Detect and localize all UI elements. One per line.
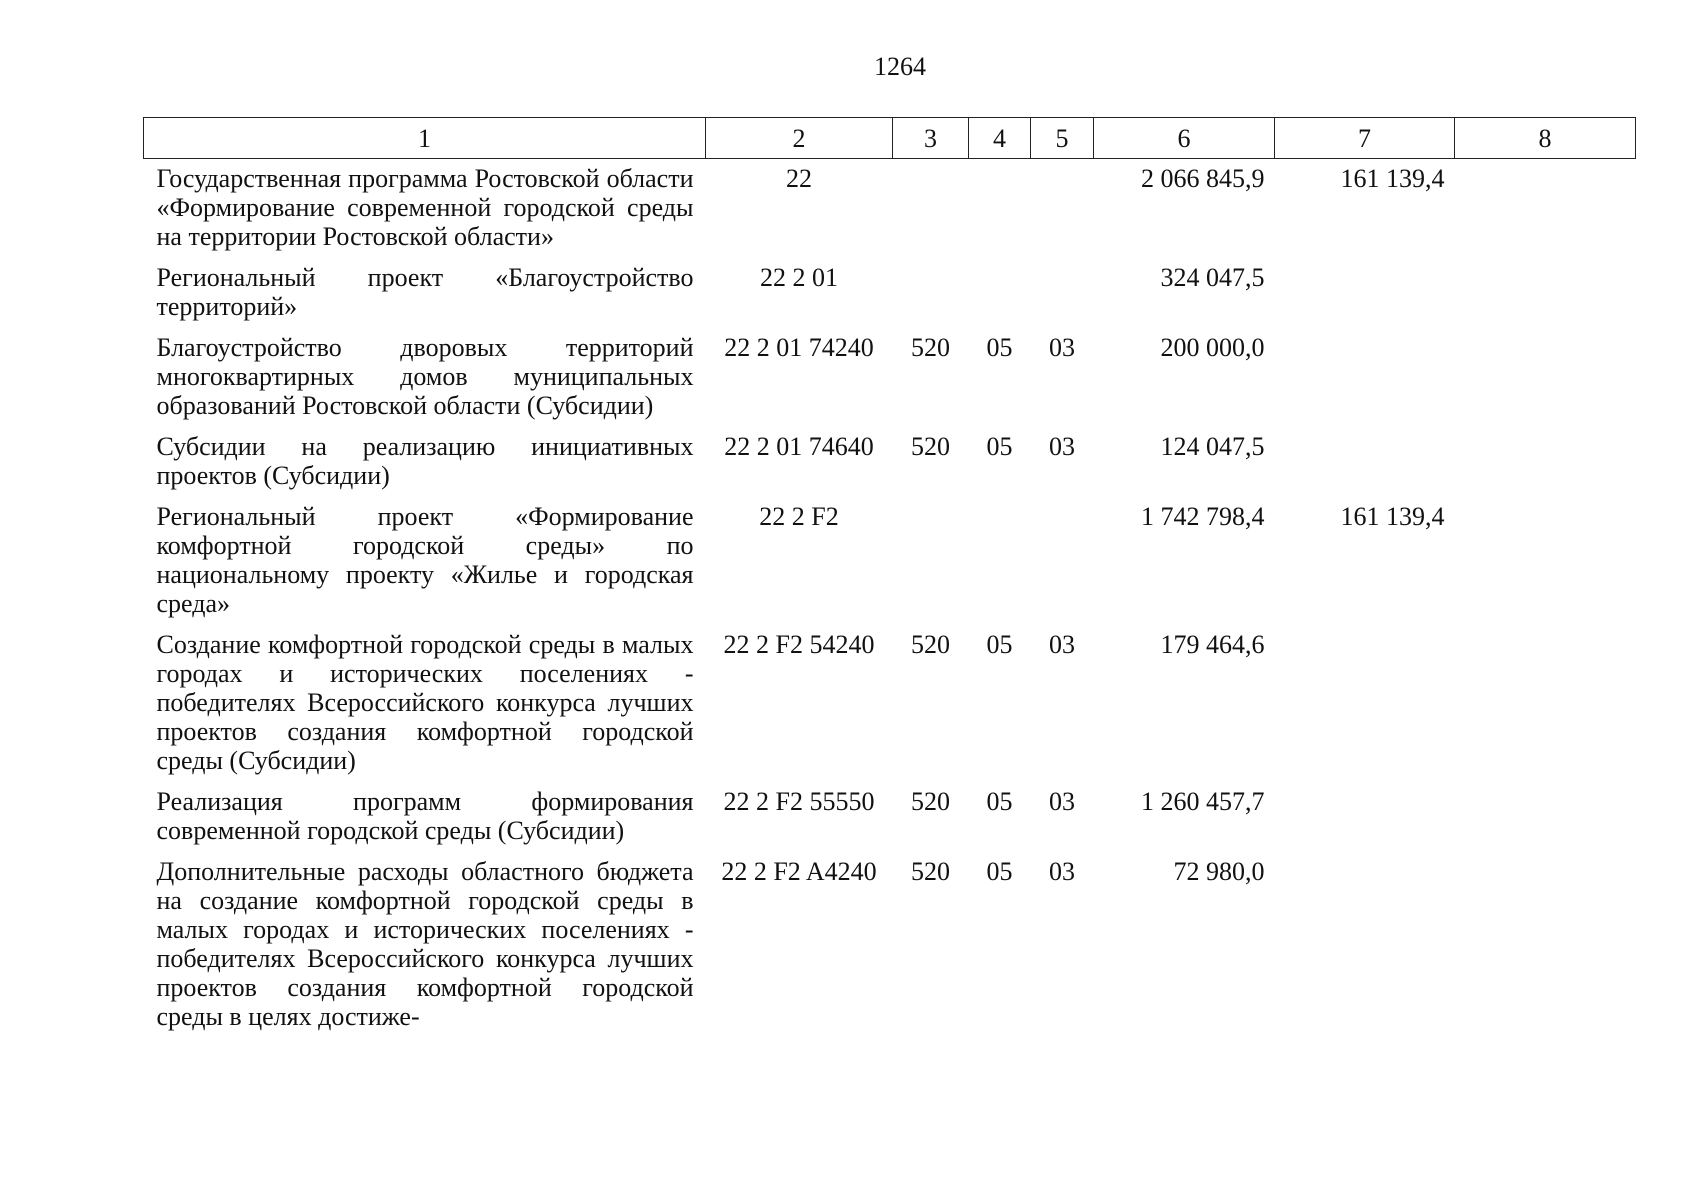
target-article-cell: 22 2 F2 55550 bbox=[723, 787, 875, 816]
amount-col7-cell bbox=[1275, 328, 1455, 427]
expense-type-cell: 520 bbox=[911, 787, 950, 816]
table-row bbox=[144, 159, 1636, 259]
amount-col8-cell bbox=[1455, 852, 1636, 1038]
row-name-cell: Реализация программ формирования современной городской среды (Субсидии) bbox=[156, 787, 694, 845]
subsection-cell: 03 bbox=[1049, 333, 1075, 362]
table-row bbox=[144, 497, 1636, 625]
subsection-cell: 03 bbox=[1049, 630, 1075, 659]
expense-type-cell: 520 bbox=[911, 857, 950, 886]
target-article-cell: 22 2 01 74640 bbox=[724, 432, 874, 461]
target-article-cell: 22 2 F2 54240 bbox=[723, 630, 875, 659]
expense-type-cell: 520 bbox=[911, 333, 950, 362]
amount-col8-cell bbox=[1455, 258, 1636, 328]
header-row bbox=[144, 118, 1636, 159]
amount-col7-cell: 161 139,4 bbox=[1340, 502, 1445, 531]
amount-col7-cell bbox=[1275, 258, 1455, 328]
budget-table bbox=[143, 117, 1636, 1038]
section-cell: 05 bbox=[986, 787, 1013, 816]
table-row bbox=[144, 852, 1636, 1038]
target-article-cell: 22 2 01 74240 bbox=[724, 333, 874, 362]
page-number: 1264 bbox=[874, 52, 926, 81]
amount-col8-cell bbox=[1455, 782, 1636, 852]
column-header: 8 bbox=[1455, 118, 1636, 159]
expense-type-cell bbox=[893, 497, 969, 625]
section-cell: 05 bbox=[986, 857, 1013, 886]
target-article-cell: 22 2 01 bbox=[760, 263, 838, 292]
amount-col7-cell bbox=[1275, 427, 1455, 497]
section-cell bbox=[969, 159, 1031, 259]
column-header: 6 bbox=[1094, 118, 1275, 159]
subsection-cell: 03 bbox=[1049, 787, 1075, 816]
column-header: 4 bbox=[969, 118, 1031, 159]
table-row bbox=[144, 625, 1636, 782]
amount-col8-cell bbox=[1455, 328, 1636, 427]
expense-type-cell bbox=[893, 159, 969, 259]
target-article-cell: 22 2 F2 bbox=[759, 502, 839, 531]
amount-col6-cell: 2 066 845,9 bbox=[1141, 164, 1265, 193]
amount-col6-cell: 124 047,5 bbox=[1160, 432, 1265, 461]
amount-col6-cell: 179 464,6 bbox=[1160, 630, 1265, 659]
amount-col7-cell bbox=[1275, 625, 1455, 782]
amount-col7-cell bbox=[1275, 782, 1455, 852]
amount-col7-cell: 161 139,4 bbox=[1340, 164, 1445, 193]
target-article-cell: 22 bbox=[786, 164, 812, 193]
subsection-cell bbox=[1031, 159, 1094, 259]
target-article-cell: 22 2 F2 A4240 bbox=[721, 857, 877, 886]
row-name-cell: Благоустройство дворовых территорий многоквартирных домов муниципальных образований Ростовской области (Субсидии) bbox=[156, 333, 694, 420]
subsection-cell: 03 bbox=[1049, 857, 1075, 886]
subsection-cell: 03 bbox=[1049, 432, 1075, 461]
expense-type-cell bbox=[893, 258, 969, 328]
amount-col6-cell: 1 260 457,7 bbox=[1141, 787, 1265, 816]
column-header: 2 bbox=[706, 118, 893, 159]
amount-col6-cell: 1 742 798,4 bbox=[1141, 502, 1265, 531]
amount-col7-cell bbox=[1275, 852, 1455, 1038]
row-name-cell: Субсидии на реализацию инициативных проектов (Субсидии) bbox=[156, 432, 694, 490]
amount-col6-cell: 324 047,5 bbox=[1160, 263, 1265, 292]
row-name-cell: Дополнительные расходы областного бюджета на создание комфортной городской среды в малых городах и исторических поселениях - победителях Всероссийского конкурса лучших проектов создания комфортной городской среды в целях достиже- bbox=[156, 857, 694, 1031]
column-header: 3 bbox=[893, 118, 969, 159]
amount-col8-cell bbox=[1455, 497, 1636, 625]
table-row bbox=[144, 427, 1636, 497]
section-cell: 05 bbox=[986, 432, 1013, 461]
subsection-cell bbox=[1031, 258, 1094, 328]
row-name-cell: Государственная программа Ростовской области «Формирование современной городской среды на территории Ростовской области» bbox=[156, 164, 694, 251]
row-name-cell: Региональный проект «Формирование комфортной городской среды» по национальному проекту «Жилье и городская среда» bbox=[156, 502, 694, 618]
expense-type-cell: 520 bbox=[911, 432, 950, 461]
section-cell: 05 bbox=[986, 333, 1013, 362]
subsection-cell bbox=[1031, 497, 1094, 625]
table-row bbox=[144, 328, 1636, 427]
column-header: 1 bbox=[144, 118, 706, 159]
amount-col8-cell bbox=[1455, 427, 1636, 497]
amount-col8-cell bbox=[1455, 159, 1636, 259]
table-row bbox=[144, 258, 1636, 328]
section-cell: 05 bbox=[986, 630, 1013, 659]
amount-col8-cell bbox=[1455, 625, 1636, 782]
expense-type-cell: 520 bbox=[911, 630, 950, 659]
table-row bbox=[144, 782, 1636, 852]
amount-col6-cell: 200 000,0 bbox=[1160, 333, 1265, 362]
section-cell bbox=[969, 258, 1031, 328]
column-header: 7 bbox=[1275, 118, 1455, 159]
section-cell bbox=[969, 497, 1031, 625]
row-name-cell: Региональный проект «Благоустройство территорий» bbox=[156, 263, 694, 321]
column-header: 5 bbox=[1031, 118, 1094, 159]
row-name-cell: Создание комфортной городской среды в малых городах и исторических поселениях - победителях Всероссийского конкурса лучших проектов создания комфортной городской среды (Субсидии) bbox=[156, 630, 694, 775]
amount-col6-cell: 72 980,0 bbox=[1173, 857, 1265, 886]
